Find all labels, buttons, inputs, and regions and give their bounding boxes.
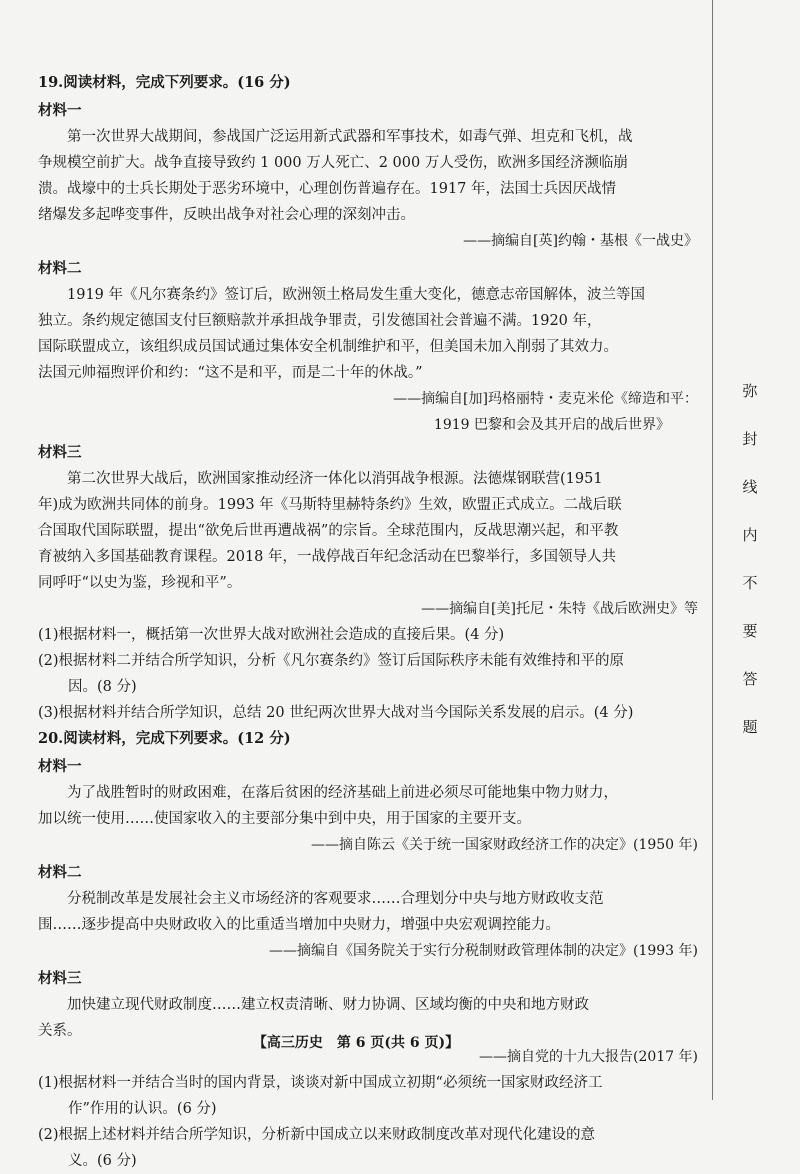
- seal-char: 不: [742, 574, 758, 592]
- q19-subquestion-3: (3)根据材料并结合所学知识，总结 20 世纪两次世界大战对当今国际关系发展的启示。(4 分): [38, 705, 634, 721]
- q19-m3-line: 年)成为欧洲共同体的前身。1993 年《马斯特里赫特条约》生效，欧盟正式成立。二战后联: [38, 497, 622, 513]
- seal-line: [712, 0, 713, 1100]
- q20-material-2-label: 材料二: [38, 864, 82, 881]
- q19-m3-line: 育被纳入多国基础教育课程。2018 年，一战停战百年纪念活动在巴黎举行，多国领导人共: [38, 549, 617, 565]
- q20-material-3-label: 材料三: [38, 970, 82, 987]
- seal-char: 弥: [742, 382, 758, 400]
- q20-m2-line: 分税制改革是发展社会主义市场经济的客观要求……合理划分中央与地方财政收支范: [67, 891, 604, 907]
- q19-subquestion-1: (1)根据材料一，概括第一次世界大战对欧洲社会造成的直接后果。(4 分): [38, 627, 505, 643]
- seal-char: 题: [742, 718, 758, 736]
- q20-subquestion-2: (2)根据上述材料并结合所学知识，分析新中国成立以来财政制度改革对现代化建设的意: [38, 1127, 596, 1143]
- q19-m2-line: 独立。条约规定德国支付巨额赔款并承担战争罪责，引发德国社会普遍不满。1920 年，: [38, 313, 602, 329]
- q20-subquestion-1-cont: 作”作用的认识。(6 分): [68, 1101, 217, 1117]
- q19-m3-source: ——摘编自[美]托尼・朱特《战后欧洲史》等: [421, 601, 698, 617]
- q20-subquestion-1: (1)根据材料一并结合当时的国内背景，谈谈对新中国成立初期“必须统一国家财政经济工: [38, 1075, 603, 1091]
- q19-material-3-label: 材料三: [38, 444, 82, 461]
- seal-char: 线: [742, 478, 758, 496]
- q19-m1-line: 绪爆发多起哗变事件，反映出战争对社会心理的深刻冲击。: [38, 207, 415, 223]
- q20-m3-source: ——摘自党的十九大报告(2017 年): [478, 1049, 698, 1065]
- q19-m2-line: 国际联盟成立，该组织成员国试通过集体安全机制维护和平，但美国未加入削弱了其效力。: [38, 339, 618, 355]
- q19-m2-line: 1919 年《凡尔赛条约》签订后，欧洲领土格局发生重大变化，德意志帝国解体，波兰等国: [67, 287, 646, 303]
- question-20-title: 20.阅读材料，完成下列要求。(12 分): [38, 730, 291, 747]
- q20-m2-source: ——摘编自《国务院关于实行分税制财政管理体制的决定》(1993 年): [268, 943, 698, 959]
- q19-subquestion-2-cont: 因。(8 分): [68, 679, 137, 695]
- seal-char: 内: [742, 526, 758, 544]
- exam-content: [38, 70, 698, 1174]
- page-footer: 【高三历史 第 6 页(共 6 页)】: [252, 1035, 460, 1051]
- q19-m2-source: ——摘编自[加]玛格丽特・麦克米伦《缔造和平：: [393, 391, 698, 407]
- q19-m3-line: 合国取代国际联盟，提出“欲免后世再遭战祸”的宗旨。全球范围内，反战思潮兴起，和平教: [38, 523, 619, 539]
- q20-subquestion-2-cont: 义。(6 分): [68, 1153, 137, 1169]
- q19-m3-line: 第二次世界大战后，欧洲国家推动经济一体化以消弭战争根源。法德煤钢联营(1951: [67, 471, 603, 487]
- q19-m1-source: ——摘编自[英]约翰・基根《一战史》: [463, 233, 698, 249]
- question-19-title: 19.阅读材料，完成下列要求。(16 分): [38, 74, 291, 91]
- q20-m2-line: 围……逐步提高中央财政收入的比重适当增加中央财力，增强中央宏观调控能力。: [38, 917, 560, 933]
- q20-m3-line: 关系。: [38, 1023, 82, 1039]
- q20-m3-line: 加快建立现代财政制度……建立权责清晰、财力协调、区域均衡的中央和地方财政: [67, 997, 589, 1013]
- q19-m1-line: 溃。战壕中的士兵长期处于恶劣环境中，心理创伤普遍存在。1917 年，法国士兵因厌战情: [38, 181, 617, 197]
- q19-material-2-label: 材料二: [38, 260, 82, 277]
- q19-m2-source: 1919 巴黎和会及其开启的战后世界》: [433, 417, 670, 433]
- q19-m1-line: 争规模空前扩大。战争直接导致约 1 000 万人死亡、2 000 万人受伤，欧洲多国经济濒临崩: [38, 155, 628, 171]
- seal-char: 要: [742, 622, 758, 640]
- q19-material-1-label: 材料一: [38, 102, 82, 119]
- q19-m2-line: 法国元帅福煦评价和约：“这不是和平，而是二十年的休战。”: [38, 365, 423, 381]
- q20-m1-line: 为了战胜暂时的财政困难，在落后贫困的经济基础上前进必须尽可能地集中物力财力，: [67, 785, 618, 801]
- seal-char: 答: [742, 670, 758, 688]
- q20-m1-source: ——摘自陈云《关于统一国家财政经济工作的决定》(1950 年): [310, 837, 698, 853]
- q20-material-1-label: 材料一: [38, 758, 82, 775]
- seal-line-notice: [735, 380, 765, 764]
- q19-m1-line: 第一次世界大战期间，参战国广泛运用新式武器和军事技术，如毒气弹、坦克和飞机，战: [67, 129, 633, 145]
- seal-char: 封: [742, 430, 758, 448]
- q20-m1-line: 加以统一使用……使国家收入的主要部分集中到中央，用于国家的主要开支。: [38, 811, 531, 827]
- q19-m3-line: 同呼吁“以史为鉴，珍视和平”。: [38, 575, 242, 591]
- q19-subquestion-2: (2)根据材料二并结合所学知识，分析《凡尔赛条约》签订后国际秩序未能有效维持和平的原: [38, 653, 625, 669]
